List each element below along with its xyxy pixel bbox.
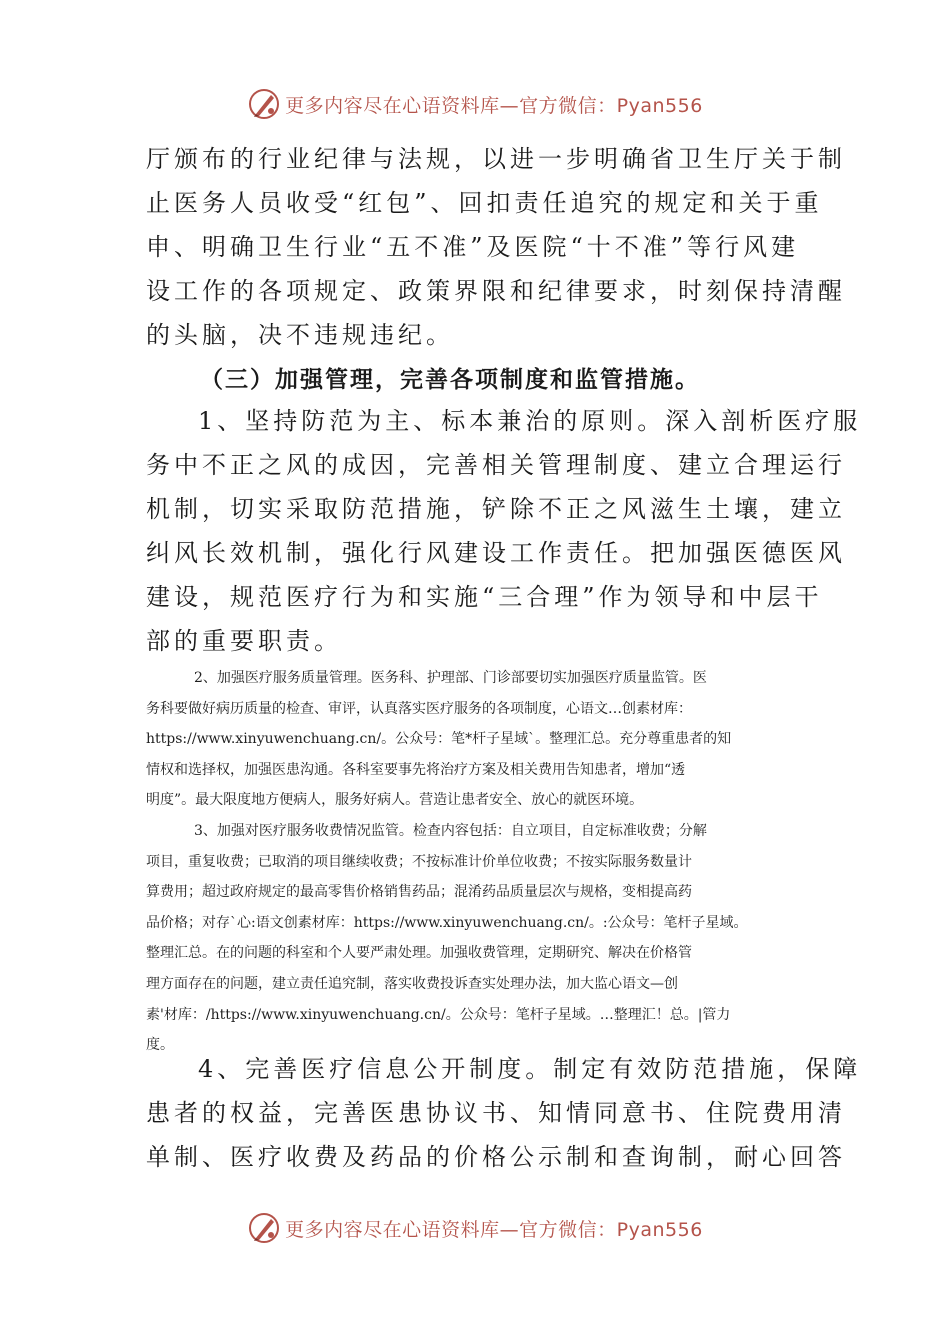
paragraph-item-1 — [146, 399, 862, 663]
paragraph-continuation — [146, 137, 846, 357]
text-line: 素'材库：/https://www.xinyuwenchuang.cn/。公众号：笔杆子星域。…整理汇！总。|管力 — [146, 1006, 731, 1023]
section-heading: （三）加强管理，完善各项制度和监管措施。 — [200, 367, 700, 393]
text-line: 度。 — [146, 1037, 174, 1054]
text-line: 明度”。最大限度地方便病人，服务好病人。营造让患者安全、放心的就医环境。 — [146, 792, 644, 809]
text-line: 机制，切实采取防范措施，铲除不正之风滋生土壤，建立 — [146, 495, 846, 523]
banner-text: 更多内容尽在心语资料库—官方微信：Pyan556 — [285, 94, 703, 117]
text-line: 4、完善医疗信息公开制度。制定有效防范措施，保障 — [198, 1055, 862, 1083]
text-line: 务科要做好病历质量的检查、审评，认真落实医疗服务的各项制度，心语文…创素材库： — [146, 700, 692, 717]
text-line: 厅颁布的行业纪律与法规，以进一步明确省卫生厅关于制 — [146, 145, 846, 173]
text-line: 部的重要职责。 — [146, 627, 342, 655]
text-line: 品价格；对存`心:语文创素材库：https://www.xinyuwenchuang.cn/。:公众号：笔杆子星域。 — [146, 914, 748, 931]
text-line: 理方面存在的问题，建立责任追究制，落实收费投诉查实处理办法，加大监心语文—创 — [146, 975, 678, 992]
footer-banner — [0, 1206, 950, 1250]
text-line: 建设，规范医疗行为和实施“三合理”作为领导和中层干 — [146, 583, 823, 611]
text-line: 止医务人员收受“红包”、回扣责任追究的规定和关于重 — [146, 189, 823, 217]
text-line: 设工作的各项规定、政策界限和纪律要求，时刻保持清醒 — [146, 277, 846, 305]
header-banner — [0, 82, 950, 126]
text-line: 纠风长效机制，强化行风建设工作责任。把加强医德医风 — [146, 539, 846, 567]
text-line: 申、明确卫生行业“五不准”及医院“十不准”等行风建 — [146, 233, 800, 261]
text-line: 2、加强医疗服务质量管理。医务科、护理部、门诊部要切实加强医疗质量监管。医 — [194, 670, 707, 686]
text-line: 算费用；超过政府规定的最高零售价格销售药品；混淆药品质量层次与规格，变相提高药 — [146, 884, 692, 901]
paragraph-item-4 — [146, 1047, 862, 1179]
text-line: 1、坚持防范为主、标本兼治的原则。深入剖析医疗服 — [198, 407, 862, 435]
paragraph-item-2 — [146, 663, 812, 816]
banner-text: 更多内容尽在心语资料库—官方微信：Pyan556 — [285, 1218, 703, 1241]
pen-logo-icon — [247, 87, 281, 121]
paragraph-item-3 — [146, 816, 812, 1061]
pen-logo-icon — [247, 1211, 281, 1245]
text-line: 务中不正之风的成因，完善相关管理制度、建立合理运行 — [146, 451, 846, 479]
text-line: 情权和选择权，加强医患沟通。各科室要事先将治疗方案及相关费用告知患者，增加“透 — [146, 761, 686, 778]
text-line: 的头脑，决不违规违纪。 — [146, 321, 454, 349]
text-line: 3、加强对医疗服务收费情况监管。检查内容包括：自立项目，自定标准收费；分解 — [194, 823, 707, 839]
text-line: 患者的权益，完善医患协议书、知情同意书、住院费用清 — [146, 1099, 846, 1127]
text-line: 单制、医疗收费及药品的价格公示制和查询制，耐心回答 — [146, 1143, 846, 1171]
text-line: 整理汇总。在的问题的科室和个人要严肃处理。加强收费管理，定期研究、解决在价格管 — [146, 945, 692, 962]
text-line: 项目，重复收费；已取消的项目继续收费；不按标准计价单位收费；不按实际服务数量计 — [146, 853, 692, 870]
text-line: https://www.xinyuwenchuang.cn/。公众号：笔*杆子星域`。整理汇总。充分尊重患者的知 — [146, 731, 732, 748]
